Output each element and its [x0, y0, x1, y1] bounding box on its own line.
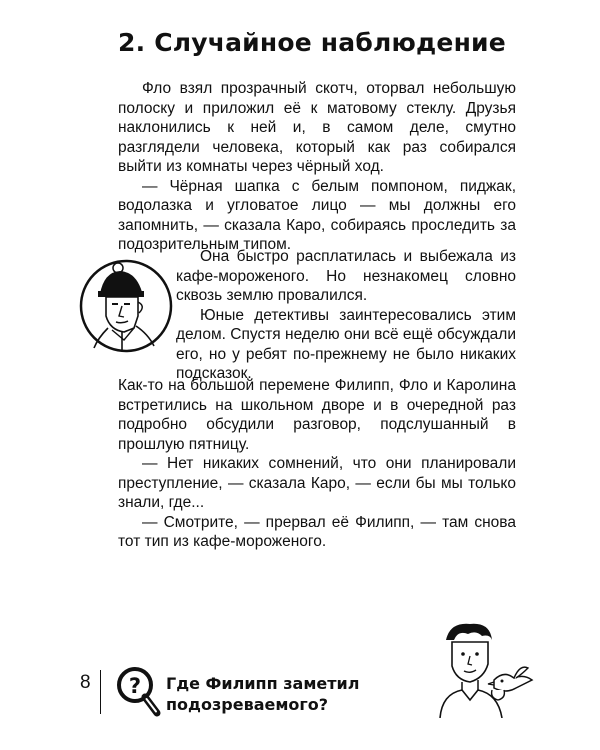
- paragraph: — Нет никаких сомнений, что они планировали преступление, — сказала Каро, — если бы мы только знали, где...: [118, 455, 516, 511]
- magnifier-question-icon: [115, 665, 163, 721]
- paragraph: Юные детективы заинтересовались этим делом. Спустя неделю они всё ещё обсуждали его, но у ребят по-прежнему не было никаких подсказок.: [176, 306, 516, 382]
- paragraph: Как-то на большой перемене Филипп, Фло и Каролина встретились на школьном дворе и в очередной раз подробно обсудили разговор, подслушанный в прошлую пятницу.: [118, 377, 516, 453]
- paragraph: Фло взял прозрачный скотч, оторвал небольшую полоску и приложил её к матовому стеклу. Друзья наклонились к ней и, в самом деле, смутно разглядели человека, который как раз собирался выйти из комнаты через чёрный ход.: [118, 80, 516, 175]
- question-line: Где Филипп заметил: [166, 674, 360, 693]
- page-number: 8: [80, 672, 91, 693]
- story-text-top: [118, 79, 516, 255]
- paragraph: — Чёрная шапка с белым помпоном, пиджак, водолазка и угловатое лицо — мы должны его запомнить, — сказала Каро, собираясь проследить за подозрительным типом.: [118, 177, 516, 253]
- boy-with-bird-icon: [432, 618, 542, 718]
- paragraph: — Смотрите, — прервал её Филипп, — там снова тот тип из кафе-мороженого.: [118, 513, 516, 550]
- svg-text:?: ?: [128, 674, 142, 698]
- question-prompt: [166, 673, 386, 715]
- paragraph: Она быстро расплатилась и выбежала из кафе-мороженого. Но незнакомец словно сквозь землю провалился.: [176, 248, 516, 304]
- page-number-divider: [100, 670, 101, 714]
- man-portrait-icon: [78, 258, 174, 354]
- question-line: подозреваемого?: [166, 695, 329, 714]
- story-text-wrapped: [176, 247, 516, 384]
- story-text-bottom: [118, 376, 516, 552]
- page-title: 2. Случайное наблюдение: [118, 28, 506, 57]
